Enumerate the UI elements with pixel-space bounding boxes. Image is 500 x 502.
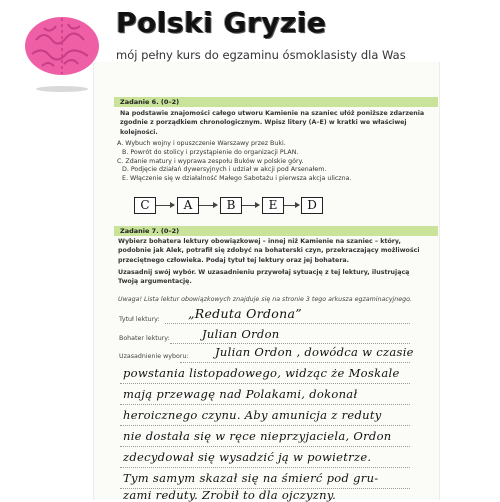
reason-dotted-line-5 xyxy=(120,446,410,447)
chain-arrow-2 xyxy=(199,205,217,206)
title-label: Tytuł lektury: xyxy=(119,316,160,323)
reason-label: Uzasadnienie wyboru: xyxy=(119,353,189,360)
task7-note: Uwaga! Lista lektur obowiązkowych znajduje się na stronie 3 tego arkusza egzaminacyjnego. xyxy=(118,296,413,303)
reason-dotted-line-2 xyxy=(120,383,410,384)
hero-answer: Julian Ordon xyxy=(202,327,280,341)
reason-line-2: powstania listopadowego, widząc że Moskale xyxy=(123,366,400,380)
task7-instruction-2: Uzasadnij swój wybór. W uzasadnieniu przywołaj sytuację z tej lektury, ilustrującą Twoją argumentację. xyxy=(118,269,410,286)
task6-instruction: Na podstawie znajomości całego utworu Kamienie na szaniec ułóż poniższe zdarzenia zgodnie z porządkiem chronologicznym. Wpisz litery (A–E) w kratki we właściwej kolejności. xyxy=(120,110,425,136)
reason-line-8: zami reduty. Zrobił to dla ojczyzny. xyxy=(123,488,337,502)
task6-header: Zadanie 6. (0–2) xyxy=(114,97,438,107)
brain-shadow xyxy=(36,86,88,92)
task7-instruction: Wybierz bohatera lektury obowiązkowej – innej niż Kamienie na szaniec – który, podobnie jak Alek, potrafił się zdobyć na bohaterski czyn, przekraczający możliwości przeciętnego człowieka. Podaj tytuł tej lektury oraz jej bohatera. xyxy=(118,238,420,264)
reason-dotted-line-1 xyxy=(180,362,410,363)
reason-line-3: mają przewagę nad Polakami, dokonał xyxy=(123,387,358,401)
task7-header: Zadanie 7. (0–2) xyxy=(114,226,438,236)
reason-line-4: heroicznego czynu. Aby amunicja z reduty xyxy=(123,408,382,422)
option-b: B. Powrót do stolicy i przystąpienie do organizacji PLAN. xyxy=(122,148,299,156)
title-dotted-line xyxy=(165,323,410,324)
task6-options xyxy=(117,140,351,184)
brain-logo-icon xyxy=(22,10,102,80)
option-e: E. Włączenie się w działalność Małego Sabotażu i pierwsza akcja uliczna. xyxy=(122,175,352,183)
chain-arrow-3 xyxy=(242,205,259,206)
reason-line-6: zdecydował się wysadzić ją w powietrze. xyxy=(123,450,372,464)
answer-box-5: D xyxy=(301,197,323,214)
answer-box-1: C xyxy=(134,197,156,214)
chain-arrow-4 xyxy=(284,205,299,206)
brand-title: Polski Gryzie xyxy=(116,6,327,39)
brand-subtitle: mój pełny kurs do egzaminu ósmoklasisty dla Was xyxy=(116,48,406,62)
chain-arrow-1 xyxy=(156,205,174,206)
reason-dotted-line-3 xyxy=(120,404,410,405)
answer-box-4: E xyxy=(262,197,284,214)
reason-line-5: nie dostała się w ręce nieprzyjaciela, Ordon xyxy=(123,429,392,443)
answer-box-3: B xyxy=(220,197,242,214)
reason-line-1: Julian Ordon , dowódca w czasie xyxy=(215,345,414,359)
reason-line-7: Tym samym skazał się na śmierć pod gru- xyxy=(123,471,379,485)
hero-label: Bohater lektury: xyxy=(119,335,170,342)
reason-dotted-line-4 xyxy=(120,425,410,426)
option-a: A. Wybuch wojny i opuszczenie Warszawy przez Buki. xyxy=(117,140,286,147)
answer-box-2: A xyxy=(177,197,199,214)
hero-dotted-line xyxy=(170,343,410,344)
reason-dotted-line-6 xyxy=(120,467,410,468)
option-c: C. Zdanie matury i wyprawa zespołu Buków w polskie góry. xyxy=(117,157,304,165)
option-d: D. Podjęcie działań dywersyjnych i udział w akcji pod Arsenałem. xyxy=(122,166,327,174)
title-answer: „Reduta Ordona” xyxy=(188,306,302,321)
